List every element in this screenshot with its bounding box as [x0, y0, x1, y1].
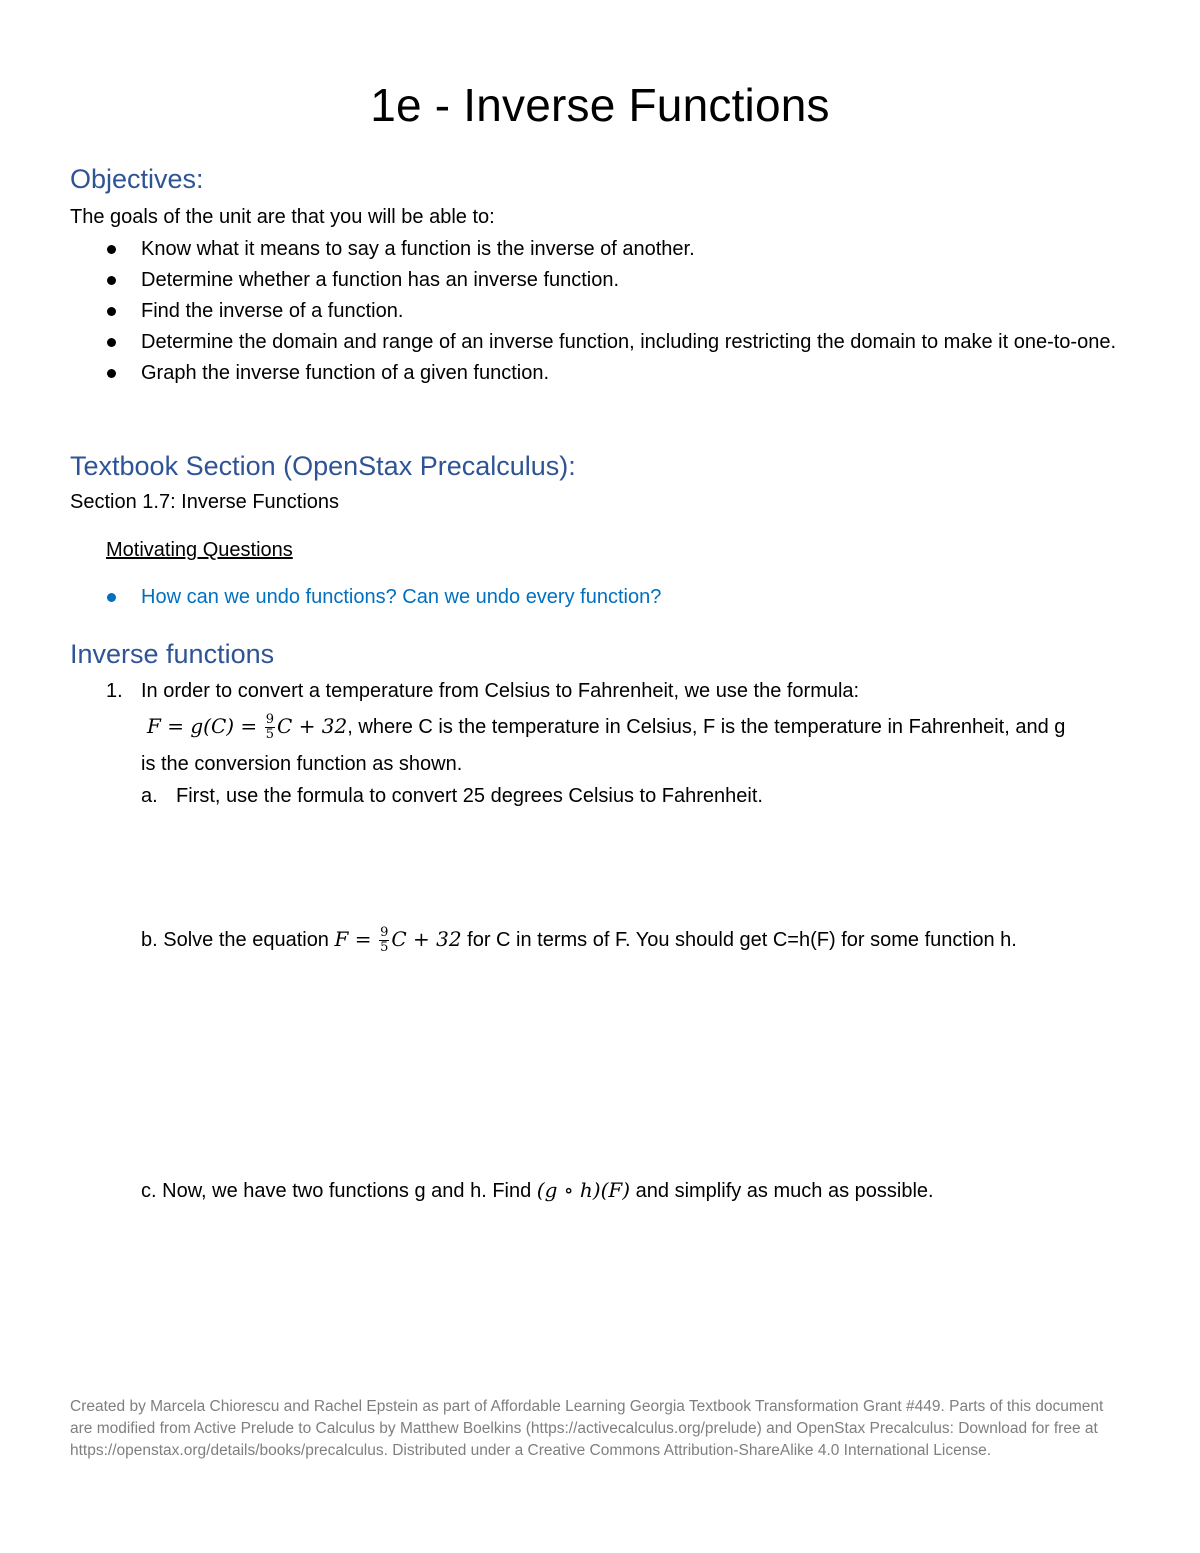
formula-lhs: F = g(C) =	[147, 714, 258, 738]
objective-item: Know what it means to say a function is the inverse of another.	[70, 234, 1130, 265]
bullet-icon	[107, 276, 116, 285]
formula-explanation: , where C is the temperature in Celsius, F is the temperature in Fahrenheit, and g	[347, 716, 1066, 738]
bullet-icon	[107, 369, 116, 378]
bullet-icon	[107, 307, 116, 316]
bullet-icon	[107, 245, 116, 254]
question-1-text: In order to convert a temperature from Celsius to Fahrenheit, we use the formula:	[141, 680, 860, 702]
motivating-list	[70, 582, 1130, 613]
part-a-label: a.	[141, 785, 158, 807]
part-b-label: b.	[141, 929, 158, 951]
fraction: $\frac{9}{5}$	[380, 925, 389, 956]
formula-rhs: C + 32	[277, 714, 348, 738]
objective-item: Determine the domain and range of an inverse function, including restricting the domain to make it one-to-one.	[70, 327, 1130, 358]
textbook-section: Section 1.7: Inverse Functions	[70, 491, 340, 513]
motivating-heading: Motivating Questions	[106, 539, 293, 561]
footer-credits: Created by Marcela Chiorescu and Rachel Epstein as part of Affordable Learning Georgia Textbook Transformation Grant #449. Parts of this document are modified from Active Prelude to Calculus by Matthew Boelkins (https://activecalculus.org/prelude) and OpenStax Precalculus: Download for free at https://openstax.org/details/books/precalculus. Distributed under a Creative Commons Attribution-ShareAlike 4.0 International License.	[70, 1398, 1104, 1459]
part-c-post: and simplify as much as possible.	[635, 1180, 934, 1202]
objectives-list	[70, 234, 1130, 389]
fraction: $\frac{9}{5}$	[265, 712, 275, 743]
bullet-icon	[107, 338, 116, 347]
motivating-question: How can we undo functions? Can we undo every function?	[70, 582, 1130, 613]
part-b-rhs: C + 32	[391, 927, 462, 951]
inverse-heading: Inverse functions	[70, 639, 275, 669]
objective-item: Determine whether a function has an inverse function.	[70, 265, 1130, 296]
objective-item: Graph the inverse function of a given function.	[70, 358, 1130, 389]
objectives-intro: The goals of the unit are that you will be able to:	[70, 206, 495, 228]
page-title: 1e - Inverse Functions	[370, 79, 830, 131]
question-1-number: 1.	[106, 680, 123, 702]
part-c	[141, 1176, 934, 1205]
question-1-formula-line	[141, 706, 1065, 747]
part-c-expression: (g ∘ h)(F)	[536, 1178, 631, 1202]
part-c-pre: Now, we have two functions g and h. Find	[162, 1180, 532, 1202]
part-b-lhs: F =	[334, 927, 372, 951]
part-a-text: First, use the formula to convert 25 degrees Celsius to Fahrenheit.	[176, 785, 763, 807]
bullet-icon	[107, 593, 116, 602]
question-1-continuation: is the conversion function as shown.	[141, 753, 463, 775]
textbook-heading: Textbook Section (OpenStax Precalculus):	[70, 451, 576, 481]
part-b	[141, 919, 1017, 960]
part-b-post: for C in terms of F. You should get C=h(F) for some function h.	[467, 929, 1017, 951]
objectives-heading: Objectives:	[70, 164, 204, 194]
part-c-label: c.	[141, 1180, 157, 1202]
objective-item: Find the inverse of a function.	[70, 296, 1130, 327]
part-b-pre: Solve the equation	[163, 929, 329, 951]
